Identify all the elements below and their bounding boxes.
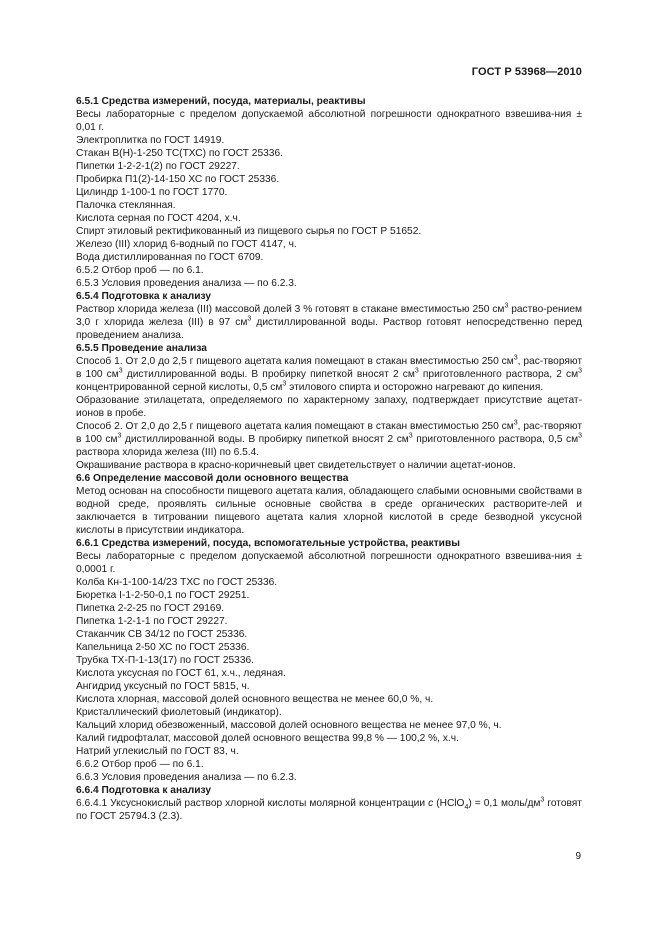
page-number: 9 — [575, 851, 581, 862]
paragraph-iron-chloride: Раствор хлорида железа (III) массовой долей 3 % готовят в стакане вместимостью 250 $см^3$ раство-рением 3,0 г хлорида железа (III) в 97 $см^3$ дистиллированной воды. Раствор готовят непосредственно перед проведением анализа. — [76, 302, 582, 341]
text-line: Натрий углекислый по ГОСТ 83, ч. — [76, 746, 239, 757]
text-line: Кальций хлорид обезвоженный, массовой долей основного вещества не менее 97,0 %, ч. — [76, 720, 502, 731]
text-line: Спирт этиловый ректификованный из пищевого сырья по ГОСТ Р 51652. — [76, 226, 422, 237]
text-line: Цилиндр 1-100-1 по ГОСТ 1770. — [76, 187, 228, 198]
text-line: Капельница 2-50 ХС по ГОСТ 25336. — [76, 642, 250, 653]
paragraph-method-basis: Метод основан на способности пищевого ацетата калия, обладающего слабыми основными свойствами в водной среде, проявлять сильные основные свойства в среде органических растворите-лей и заключается в титровании пищевого ацетата калия хлорной кислотой в среде безводной уксусной кислоты в присутствии индикатора. — [76, 486, 582, 536]
document-header: ГОСТ Р 53968—2010 — [471, 66, 582, 78]
section-6-5-1-heading: 6.5.1 Средства измерений, посуда, материалы, реактивы — [76, 96, 366, 107]
text-line: Колба Кн-1-100-14/23 ТХС по ГОСТ 25336. — [76, 577, 278, 588]
section-6-6-3: 6.6.3 Условия проведения анализа — по 6.2.3. — [76, 772, 297, 783]
text-line: Палочка стеклянная. — [76, 200, 176, 211]
text-line: Железо (III) хлорид 6-водный по ГОСТ 4147, ч. — [76, 239, 297, 250]
text-line: Весы лабораторные с пределом допускаемой абсолютной погрешности однократного взвешива-ния ± 0,0001 г. — [76, 551, 582, 575]
text-line: Стаканчик СВ 34/12 по ГОСТ 25336. — [76, 629, 248, 640]
text-line: Стакан В(Н)-1-250 ТС(ТХС) по ГОСТ 25336. — [76, 148, 283, 159]
text-line: Ангидрид уксусный по ГОСТ 5815, ч. — [76, 681, 250, 692]
section-6-5-2: 6.5.2 Отбор проб — по 6.1. — [76, 265, 204, 276]
paragraph-ethyl-acetate: Образование этилацетата, определяемого по характерному запаху, подтверждает присутствие ацетат-ионов в пробе. — [76, 395, 582, 419]
section-6-6-4-heading: 6.6.4 Подготовка к анализу — [76, 785, 212, 796]
text-line: Электроплитка по ГОСТ 14919. — [76, 135, 225, 146]
document-body — [61, 95, 582, 823]
paragraph-method-1: Способ 1. От 2,0 до 2,5 г пищевого ацетата калия помещают в стакан вместимостью 250 $см^3$, рас-творяют в 100 $см^3$ дистиллированной воды. В пробирку пипеткой вносят 2 $см^3$ приготовленного раствора, 2 $см^3$ концентрированной серной кислоты, 0,5 $см^3$ этилового спирта и осторожно нагревают до кипения. — [76, 354, 583, 393]
text-line: Пипетка 1-2-1-1 по ГОСТ 29227. — [76, 616, 228, 627]
text-line: Вода дистиллированная по ГОСТ 6709. — [76, 252, 264, 263]
text-line: Бюретка I-1-2-50-0,1 по ГОСТ 29251. — [76, 590, 250, 601]
text-line: Весы лабораторные с пределом допускаемой абсолютной погрешности однократного взвешива-ния ± 0,01 г. — [76, 109, 582, 133]
section-6-6-1-heading: 6.6.1 Средства измерений, посуда, вспомогательные устройства, реактивы — [76, 538, 460, 549]
paragraph-coloration: Окрашивание раствора в красно-коричневый цвет свидетельствует о наличии ацетат-ионов. — [76, 460, 516, 471]
paragraph-method-2: Способ 2. От 2,0 до 2,5 г пищевого ацетата калия помещают в стакан вместимостью 250 $см^3$, рас-творяют в 100 $см^3$ дистиллированной воды. В пробирку пипеткой вносят 2 $см^3$ приготовленного раствора, 0,5 $см^3$ раствора хлорида железа (III) по 6.5.4. — [76, 419, 583, 458]
text-line: Пипетки 1-2-2-1(2) по ГОСТ 29227. — [76, 161, 240, 172]
section-6-5-5-heading: 6.5.5 Проведение анализа — [76, 343, 207, 354]
paragraph-6-6-4-1: 6.6.4.1 Уксуснокислый раствор хлорной кислоты молярной концентрации c (HClO$_4$) = 0,1 моль/$дм^3$ готовят по ГОСТ 25794.3 (2.3). — [76, 796, 582, 822]
text-line: Трубка ТХ-П-1-13(17) по ГОСТ 25336. — [76, 655, 254, 666]
section-6-6-heading: 6.6 Определение массовой доли основного вещества — [76, 473, 349, 484]
text-line: Пипетка 2-2-25 по ГОСТ 29169. — [76, 603, 225, 614]
text-line: Кислота серная по ГОСТ 4204, х.ч. — [76, 213, 241, 224]
section-6-5-3: 6.5.3 Условия проведения анализа — по 6.2.3. — [76, 278, 297, 289]
section-6-5-4-heading: 6.5.4 Подготовка к анализу — [76, 291, 212, 302]
text-line: Кристаллический фиолетовый (индикатор). — [76, 707, 282, 718]
section-6-6-2: 6.6.2 Отбор проб — по 6.1. — [76, 759, 204, 770]
text-line: Кислота уксусная по ГОСТ 61, х.ч., ледяная. — [76, 668, 286, 679]
text-line: Кислота хлорная, массовой долей основного вещества не менее 60,0 %, ч. — [76, 694, 434, 705]
text-line: Пробирка П1(2)-14-150 ХС по ГОСТ 25336. — [76, 174, 280, 185]
text-line: Калий гидрофталат, массовой долей основного вещества 99,8 % — 100,2 %, х.ч. — [76, 733, 459, 744]
